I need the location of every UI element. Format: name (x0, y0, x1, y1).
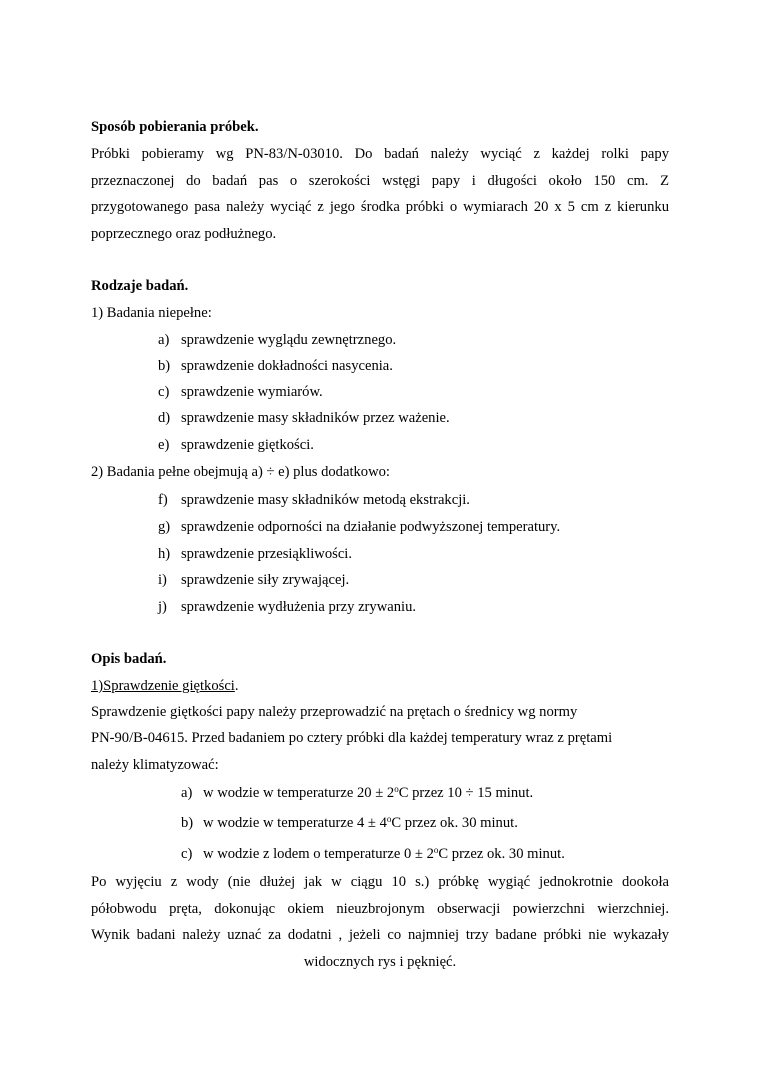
list-item: sprawdzenie masy składników przez ważenie. (181, 410, 450, 426)
condition-post: C przez 10 ÷ 15 minut. (398, 785, 534, 801)
paragraph-line: widocznych rys i pęknięć. (303, 954, 457, 970)
list-item: sprawdzenie giętkości. (181, 437, 314, 453)
degree-mark: o (394, 784, 399, 794)
condition-pre: w wodzie w temperaturze 4 ± 4 (203, 815, 387, 831)
full-tests-intro: 2) Badania pełne obejmują a) ÷ e) plus dodatkowo: (91, 464, 390, 480)
condition-label: a) (181, 785, 193, 801)
list-label: g) (158, 519, 171, 535)
condition-text (203, 845, 565, 863)
paragraph-line: należy klimatyzować: (91, 757, 219, 773)
list-item: sprawdzenie odporności na działanie podwyższonej temperatury. (181, 519, 561, 535)
list-label: h) (158, 546, 171, 562)
list-item: sprawdzenie siły zrywającej. (181, 572, 350, 588)
paragraph-line: półobwodu pręta, dokonując okiem nieuzbrojonym obserwacji powierzchni wierzchniej. (91, 901, 669, 917)
subheading-period: . (234, 678, 239, 694)
condition-label: b) (181, 815, 194, 831)
partial-tests-intro: 1) Badania niepełne: (91, 305, 212, 321)
condition-post: C przez ok. 30 minut. (391, 815, 518, 831)
list-item: sprawdzenie masy składników metodą ekstrakcji. (181, 492, 470, 508)
degree-mark: o (433, 845, 439, 855)
list-label: a) (158, 332, 170, 348)
subheading-flexibility (91, 677, 239, 695)
heading-sampling: Sposób pobierania próbek. (91, 119, 259, 135)
paragraph-line: poprzecznego oraz podłużnego. (91, 226, 277, 242)
paragraph-line: PN-90/B-04615. Przed badaniem po cztery próbki dla każdej temperatury wraz z prętami (91, 730, 613, 746)
list-item: sprawdzenie wyglądu zewnętrznego. (181, 332, 397, 348)
condition-post: C przez ok. 30 minut. (438, 846, 565, 862)
list-item: sprawdzenie wydłużenia przy zrywaniu. (181, 599, 417, 615)
heading-description: Opis badań. (91, 651, 167, 667)
paragraph-line: Sprawdzenie giętkości papy należy przeprowadzić na prętach o średnicy wg normy (91, 704, 578, 720)
paragraph-line: Próbki pobieramy wg PN-83/N-03010. Do badań należy wyciąć z każdej rolki papy (91, 146, 669, 162)
list-label: c) (158, 384, 170, 400)
heading-types: Rodzaje badań. (91, 278, 189, 294)
paragraph-line: przeznaczonej do badań pas o szerokości wstęgi papy i długości około 150 cm. Z (91, 173, 669, 189)
list-label: e) (158, 437, 170, 453)
paragraph-line: Po wyjęciu z wody (nie dłużej jak w ciągu 10 s.) próbkę wygiąć jednokrotnie dookoła (91, 874, 669, 890)
condition-text (203, 784, 533, 802)
list-label: f) (158, 492, 168, 508)
condition-text (203, 814, 518, 832)
list-label: i) (158, 572, 167, 588)
paragraph-line: Wynik badani należy uznać za dodatni , jeżeli co najmniej trzy badane próbki nie wykazały (91, 927, 669, 943)
paragraph-line: przygotowanego pasa należy wyciąć z jego środka próbki o wymiarach 20 x 5 cm z kierunku (91, 199, 669, 215)
list-label: j) (158, 599, 167, 615)
condition-label: c) (181, 846, 193, 862)
condition-pre: w wodzie w temperaturze 20 ± 2 (203, 785, 395, 801)
list-item: sprawdzenie przesiąkliwości. (181, 546, 353, 562)
condition-pre: w wodzie z lodem o temperaturze 0 ± 2 (203, 846, 434, 862)
list-item: sprawdzenie wymiarów. (181, 384, 323, 400)
degree-mark: o (386, 814, 392, 824)
list-item: sprawdzenie dokładności nasycenia. (181, 358, 393, 374)
list-label: d) (158, 410, 171, 426)
subheading-text: 1)Sprawdzenie giętkości (91, 678, 235, 694)
list-label: b) (158, 358, 171, 374)
